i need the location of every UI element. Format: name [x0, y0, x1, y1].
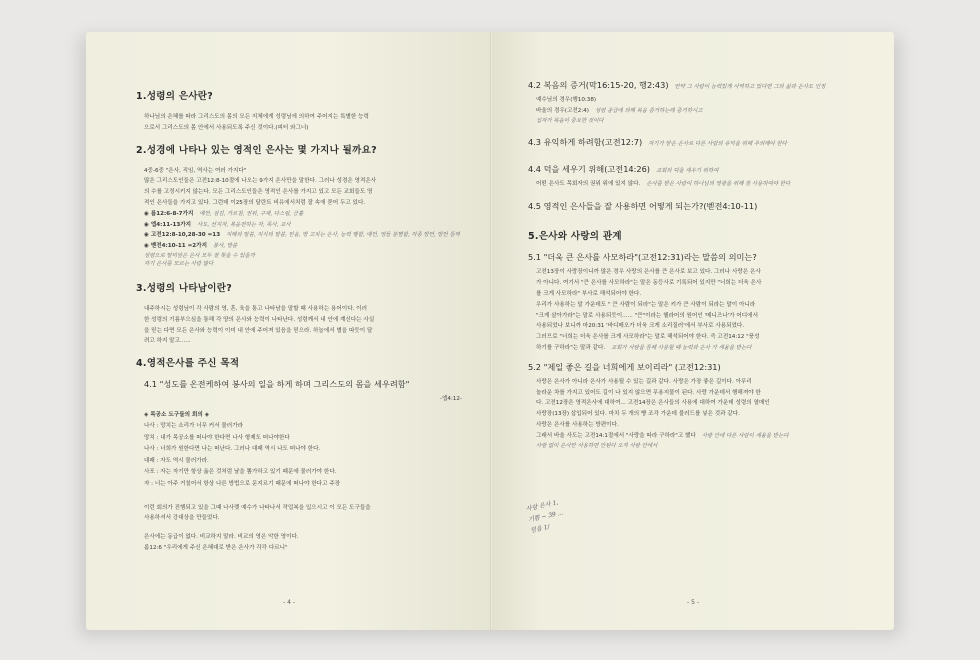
text-line: 은사에는 동급이 없다. 비교하지 말라. 비교의 영은 악한 영이다. [144, 534, 299, 541]
handwritten-note: 십자가 복음이 중요한 것이다 [536, 117, 604, 124]
section-1-title: 1.성령의 은사란? [136, 91, 214, 102]
section-4-title: 4.영적은사를 주신 목적 [136, 358, 240, 370]
text-line: 어떤 은사도 목회자의 권위 위에 있지 않다. [536, 180, 641, 187]
page-number: - 4 - [283, 599, 295, 606]
list-item: ◉ 고전12:8-10,28-30 =13 [144, 232, 221, 239]
text-line: 사용되었나 보니까 마20:31 '바디메오가 더욱 크게 소리질러'에서 부사로 사용되었다. [536, 323, 745, 330]
text-line: 사랑장(13장) 삽입되어 있다. 마치 두 개의 빵 조각 가운데 불러드를 넣은 것과 같다. [536, 411, 740, 418]
text-line: 으로서 그리스도의 몸 안에서 사용되도록 주신 것이다.(피터 와그너) [144, 124, 309, 131]
text-line: 예수님의 경우(행10:38) [536, 97, 597, 103]
handwritten-note: 자기가 받은 은사로 다른 사람의 유익을 위해 주의해야 한다 [648, 140, 787, 147]
text-line: 많은 그리스도인들은 고전12:8-10절에 나오는 9가지 은사만을 말한다. 그러나 성경은 영적은사 [144, 178, 377, 185]
text-line: 놀라운 차를 가지고 있어도 길이 나 있지 않으면 무용지물이 된다. 사랑 가운데서 행해져야 한 [536, 389, 761, 396]
handwritten-note: 사랑 없이 은사만 사용하면 안된다 오직 사랑 안에서 [536, 442, 658, 449]
citation: -엡4:12- [439, 396, 462, 403]
text-line: 다. 고전12장은 영적은사에 대하여... 고전14장은 은사들의 사용에 대하여 가운데 성령의 열매인 [536, 400, 770, 407]
text-line: 그러므로 "너희는 더욱 은사를 크게 사모하라"는 말로 해석되어야 한다. 즉 고전14:12 "풍성 [536, 334, 760, 341]
section-2-title: 2.성경에 나타나 있는 영적인 은사는 몇 가지나 될까요? [136, 144, 377, 156]
text-line: 우리가 사용하는 말 가운데도 " 큰 사람이 되라"는 말은 키가 큰 사람이 되라는 말이 아니라 [536, 301, 756, 308]
subsection-4-2: 4.2 복음의 증거(막16:15-20, 행2:43) [528, 80, 669, 90]
handwritten-note: 은사를 받은 사람이 하나님의 영광을 위해 잘 사용하여야 한다 [646, 180, 791, 187]
section-4-continued [528, 80, 864, 212]
text-line: 바울의 경우(고전2:4) [536, 107, 589, 114]
subsection-4-5: 4.5 영적인 은사들을 잘 사용하면 어떻게 되는가?(벧전4:10-11) [528, 201, 758, 212]
handwritten-note: 봉사, 말씀 [213, 243, 238, 250]
text-line: 이런 회의가 진행되고 있을 그때 나사렛 예수가 나타나서 작업복을 입으시고 이 모든 도구들을 [144, 504, 371, 511]
dialog-line: 사포 : 자는 자기만 항상 옳은 것처럼 날을 뽐가하고 있기 때문에 물러가야 한다. [144, 469, 337, 476]
dialog-line: 나사 : 망치는 소리가 너무 커서 물러가라 [144, 422, 244, 429]
text-line: "크게 살아가라"는 말로 사용되듯이...... "큰"이라는 헬라어의 원어인 '메니즈나'가 어디에서 [536, 312, 758, 319]
text-line: 내주하시는 성령님이 각 사람의 영, 혼, 육을 통고 나타남을 말할 때 사용하는 용어이다. 이러 [144, 305, 367, 312]
closing [136, 532, 462, 554]
dialog-line: 망치 : 내가 목공소를 떠나야 한다면 나사 형제도 떠나야한다 [144, 434, 290, 441]
text-line: 려고 하지 말고...... [144, 338, 191, 345]
handwritten-note: 사도, 선지자, 복음전하는 자, 목사, 교사 [197, 221, 291, 228]
text-line: 의 수를 고정시키지 않는다. 모든 그리스도인들은 영적인 은사를 가지고 있고 모든 교회들도 영 [144, 189, 373, 196]
list-item: ◉ 벧전4:10-11 =2가지 [144, 243, 207, 250]
section-5-title: 5.은사와 사랑의 관계 [528, 231, 622, 243]
left-page [86, 32, 492, 630]
handwritten-note: 교회의 덕을 세우기 위하여 [656, 167, 719, 174]
subsection-4-3: 4.3 유익하게 하려함(고전12:7) [528, 136, 643, 147]
section-2-body [136, 166, 462, 268]
text-line: 한 성령의 기름부으심을 통해 각 양의 은사와 능력이 나타난다. 성령께서 내 안에 계신다는 사실 [144, 316, 375, 323]
margin-note-line: 믿음 1/ [529, 523, 551, 535]
handwritten-note: 자기 은사를 모르는 사람 많다 [144, 260, 214, 267]
text-line: 그래서 바울 사도는 고전14:1절에서 "사랑을 따라 구하라"고 했다 [536, 432, 696, 439]
dialog-title: ◈ 목공소 도구들의 회의 ◈ [144, 412, 210, 419]
margin-handwriting [525, 497, 567, 537]
tool-dialog [136, 410, 462, 490]
handwritten-note: 만약 그 사람이 능력있게 사역하고 있다면 그의 삶과 은사도 인정 [674, 84, 826, 90]
page-number: - 5 - [687, 599, 699, 606]
handwritten-note: 교회가 사랑을 통해 사용할 때 능력과 은사 가 세움을 받는다 [611, 344, 752, 351]
list-item: ◉ 롬12:6-8-7가지 [144, 210, 194, 217]
text-line: 하나님의 은혜를 따라 그리스도의 몸의 모든 지체에게 성령님에 의하여 주어지는 특별한 능력 [144, 114, 369, 120]
handwritten-note: 성령으로 말미암은 은사 모두 잘 찾을 수 있을까 [144, 252, 255, 259]
dialog-line: 나사 : 너희가 원한다면 나는 떠난다. 그러나 대패 역시 나도 떠나야 한다. [144, 446, 321, 453]
text-line: 를 크게 사모하라" 부사로 해석되어야 한다. [536, 290, 642, 297]
subsection-4-4: 4.4 덕을 세우기 위해(고전14:26) [528, 163, 650, 174]
text-line: 롬12:6 "우리에게 주신 은혜대로 받은 은사가 각각 다르니" [144, 544, 288, 551]
section-3-body [136, 304, 462, 347]
text-line: 고전13장이 사랑장이니까 많은 경우 사랑의 은사를 큰 은사로 보고 있다. 그러나 사랑은 은사 [536, 269, 761, 276]
text-line: 사랑은 은사를 사용하는 방편이다. [536, 421, 619, 428]
handwritten-note: 지혜의 말씀, 지식의 말씀, 믿음, 병 고치는 은사, 능력 행함, 예언, 영들 분별함, 각종 방언, 방언 통역 [226, 232, 460, 239]
margin-note-line: 사랑 은사 1, [525, 499, 559, 513]
text-line: 적인 은사들을 가지고 있다. 그런데 이25장의 달란트 비유에서처럼 잘 속에 묻어 두고 있다. [144, 199, 366, 206]
text-line: 4중-6중 "은사, 직임, 역사는 여러 가지다" [144, 167, 247, 174]
text-line: 사랑은 은사가 아니라 은사가 사용될 수 있는 길과 같다. 사랑은 가장 좋은 길이다. 아무리 [536, 378, 752, 385]
section-3-title: 3.성령의 나타남이란? [136, 282, 233, 294]
text-line: 을 믿는 다면 모든 은사와 능력이 이미 내 안에 주어져 있음을 믿으라. 하늘에서 별을 따듯이 달 [144, 327, 373, 334]
section-5-2-body [528, 377, 864, 450]
subsection-5-1: 5.1 "더욱 큰 은사를 사모하라"(고전12:31)라는 말씀의 의미는? [528, 252, 757, 263]
subsection-4-1: 4.1 "성도를 온전케하여 봉사의 일을 하게 하며 그리스도의 몸을 세우려함" [144, 379, 410, 390]
margin-note-line: 기쁨 ~ 39 ... [527, 509, 565, 524]
handwritten-note: 사랑 안에 다른 사람이 세움을 받는다 [701, 432, 789, 439]
subsection-5-2: 5.2 "제일 좋은 길을 너희에게 보이리라" (고전12:31) [528, 361, 721, 372]
section-5-1-body [528, 267, 864, 353]
handwritten-note: 성령 공급에 의해 복음 증거하는데 증거하시고 [594, 107, 703, 114]
dialog-line: 대패 : 자도 역시 물러가라. [144, 457, 209, 464]
dialog-line: 자 : 너는 아주 거칠어서 항상 나른 방법으로 문지르기 때문에 떠나야 한다고 주장 [144, 480, 341, 487]
dialog-conclusion [136, 503, 462, 525]
list-item: ◉ 엡4:11-13가지 [144, 221, 192, 228]
section-1-body [136, 112, 462, 134]
handwritten-note: 예언, 섬김, 가르침, 권위, 구제, 다스림, 긍휼 [199, 210, 304, 217]
text-line: 하기를 구하라"는 말과 같다. [536, 344, 606, 351]
text-line: 사용하셔서 강대상을 만들었다. [144, 515, 220, 522]
right-page [492, 32, 894, 630]
text-line: 가 아니다. 여기서 "큰 은사를 사모하라"는 말은 동등사로 기록되어 있지만 "너희는 더욱 은사 [536, 280, 762, 287]
